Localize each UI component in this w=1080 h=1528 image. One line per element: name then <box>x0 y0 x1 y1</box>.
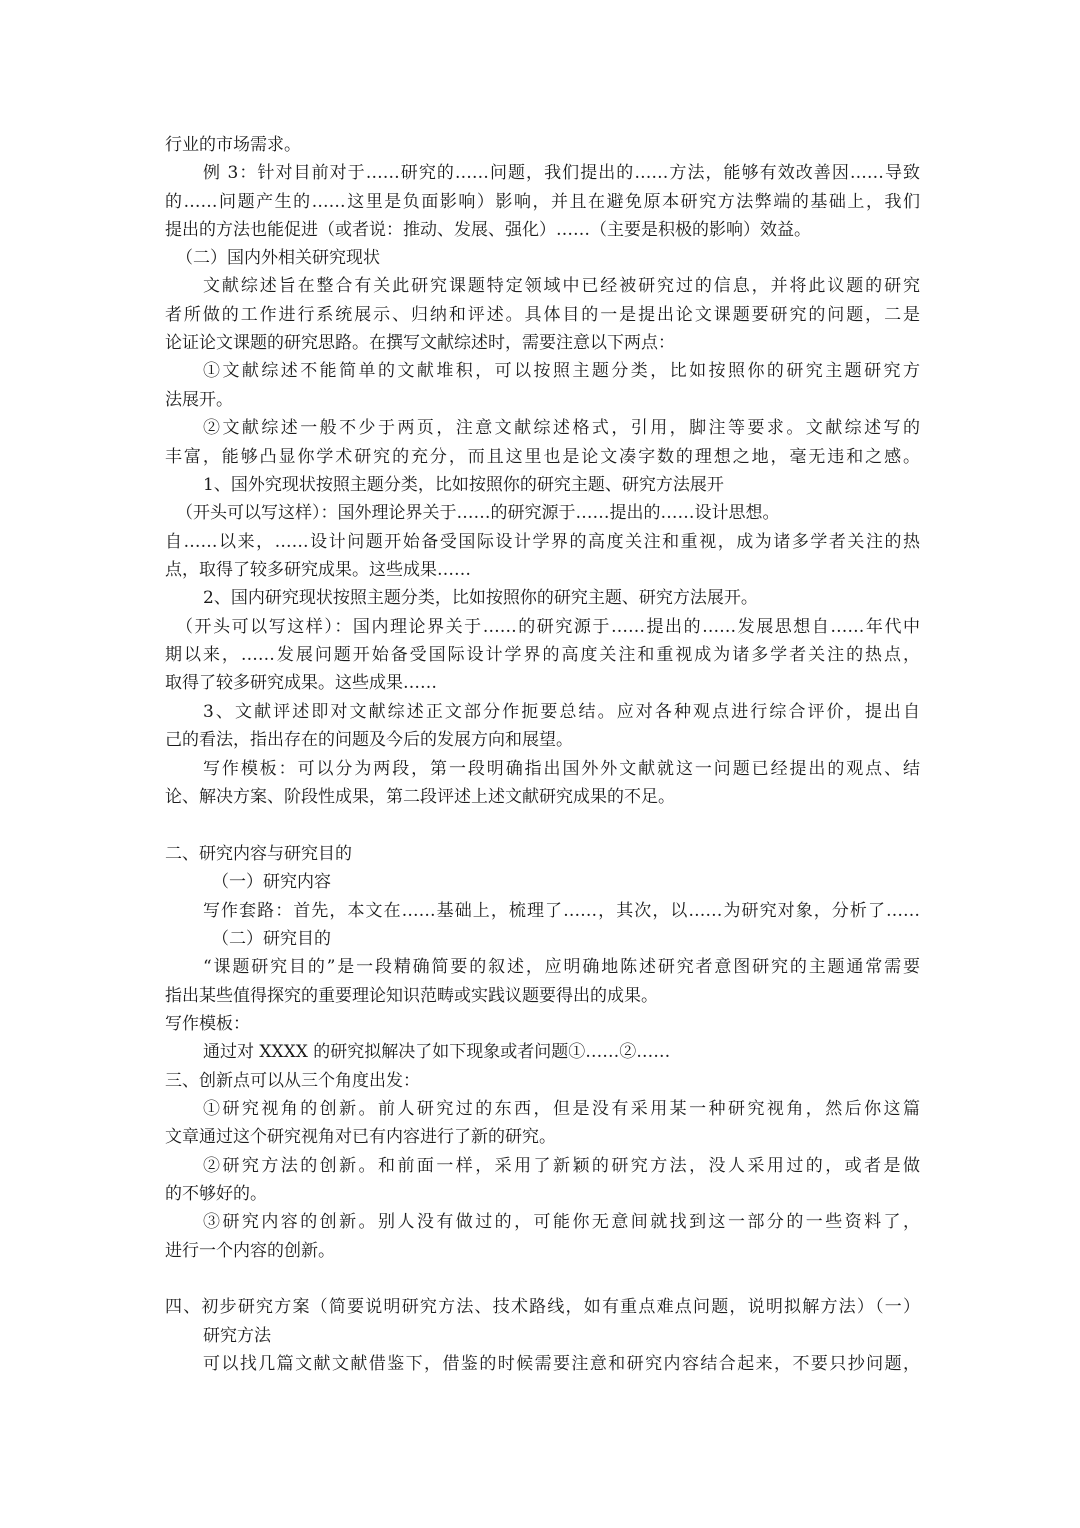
body-text-line: （开头可以写这样）：国外理论界关于……的研究源于……提出的……设计思想。 <box>176 503 780 523</box>
body-text-line: 通过对 XXXX 的研究拟解决了如下现象或者问题①……②…… <box>203 1042 671 1062</box>
example-3-line: 例 3：针对目前对于……研究的……问题，我们提出的……方法，能够有效改善因……导致 <box>203 163 920 183</box>
body-text-line: （开头可以写这样）：国内理论界关于……的研究源于……提出的……发展思想自……年代中 <box>176 617 920 637</box>
section-heading: 四、初步研究方案（简要说明研究方法、技术路线，如有重点难点问题，说明拟解方法）（一） <box>165 1297 920 1317</box>
body-text-line: 的……问题产生的……这里是负面影响）影响，并且在避免原本研究方法弊端的基础上，我们 <box>165 192 920 212</box>
body-text-line: 指出某些值得探究的重要理论知识范畴或实践议题要得出的成果。 <box>165 986 658 1006</box>
body-text-line: 写作套路：首先，本文在……基础上，梳理了……，其次，以……为研究对象，分析了…… <box>203 901 920 921</box>
list-item-line: ②文献综述一般不少于两页，注意文献综述格式，引用，脚注等要求。文献综述写的 <box>203 418 920 438</box>
body-text-line: 己的看法，指出存在的问题及今后的发展方向和展望。 <box>165 730 573 750</box>
body-text-line: 行业的市场需求。 <box>165 135 301 155</box>
section-heading: 二、研究内容与研究目的 <box>165 844 352 864</box>
section-heading: （二）国内外相关研究现状 <box>176 248 380 268</box>
body-text-line: 期以来，……发展问题开始备受国际设计学界的高度关注和重视成为诸多学者关注的热点， <box>165 645 920 665</box>
list-item-line: ①文献综述不能简单的文献堆积，可以按照主题分类，比如按照你的研究主题研究方 <box>203 361 920 381</box>
subsection-heading: 研究方法 <box>203 1326 271 1346</box>
list-item-line: ②研究方法的创新。和前面一样，采用了新颖的研究方法，没人采用过的，或者是做 <box>203 1156 920 1176</box>
body-text-line: 文献综述旨在整合有关此研究课题特定领域中已经被研究过的信息，并将此议题的研究 <box>203 276 920 296</box>
numbered-item-line: 2、国内研究现状按照主题分类，比如按照你的研究主题、研究方法展开。 <box>203 588 758 608</box>
body-text-line: 文章通过这个研究视角对已有内容进行了新的研究。 <box>165 1127 556 1147</box>
body-text-line: 自……以来，……设计问题开始备受国际设计学界的高度关注和重视，成为诸多学者关注的热 <box>165 532 920 552</box>
list-item-line: ③研究内容的创新。别人没有做过的，可能你无意间就找到这一部分的一些资料了， <box>203 1212 920 1232</box>
numbered-item-line: 3、文献评述即对文献综述正文部分作扼要总结。应对各种观点进行综合评价，提出自 <box>203 702 920 722</box>
body-text-line: 取得了较多研究成果。这些成果…… <box>165 673 437 693</box>
numbered-item-line: 1、国外究现状按照主题分类，比如按照你的研究主题、研究方法展开 <box>203 475 724 495</box>
body-text-line: 可以找几篇文献文献借鉴下，借鉴的时候需要注意和研究内容结合起来，不要只抄问题， <box>203 1354 920 1374</box>
body-text-line: 写作模板： <box>165 1014 250 1034</box>
body-text-line: “课题研究目的”是一段精确简要的叙述，应明确地陈述研究者意图研究的主题通常需要 <box>203 957 920 977</box>
body-text-line: 进行一个内容的创新。 <box>165 1241 335 1261</box>
body-text-line: 丰富，能够凸显你学术研究的充分，而且这里也是论文凑字数的理想之地，毫无违和之感。 <box>165 447 920 467</box>
subsection-heading: （二）研究目的 <box>212 929 331 949</box>
body-text-line: 提出的方法也能促进（或者说：推动、发展、强化）……（主要是积极的影响）效益。 <box>165 220 811 240</box>
body-text-line: 法展开。 <box>165 390 233 410</box>
body-text-line: 点，取得了较多研究成果。这些成果…… <box>165 560 471 580</box>
list-item-line: ①研究视角的创新。前人研究过的东西，但是没有采用某一种研究视角，然后你这篇 <box>203 1099 920 1119</box>
body-text-line: 论证论文课题的研究思路。在撰写文献综述时，需要注意以下两点： <box>165 333 675 353</box>
subsection-heading: （一）研究内容 <box>212 872 331 892</box>
section-heading: 三、创新点可以从三个角度出发： <box>165 1071 420 1091</box>
body-text-line: 的不够好的。 <box>165 1184 267 1204</box>
body-text-line: 论、解决方案、阶段性成果，第二段评述上述文献研究成果的不足。 <box>165 787 675 807</box>
body-text-line: 者所做的工作进行系统展示、归纳和评述。具体目的一是提出论文课题要研究的问题，二是 <box>165 305 920 325</box>
body-text-line: 写作模板：可以分为两段，第一段明确指出国外外文献就这一问题已经提出的观点、结 <box>203 759 920 779</box>
